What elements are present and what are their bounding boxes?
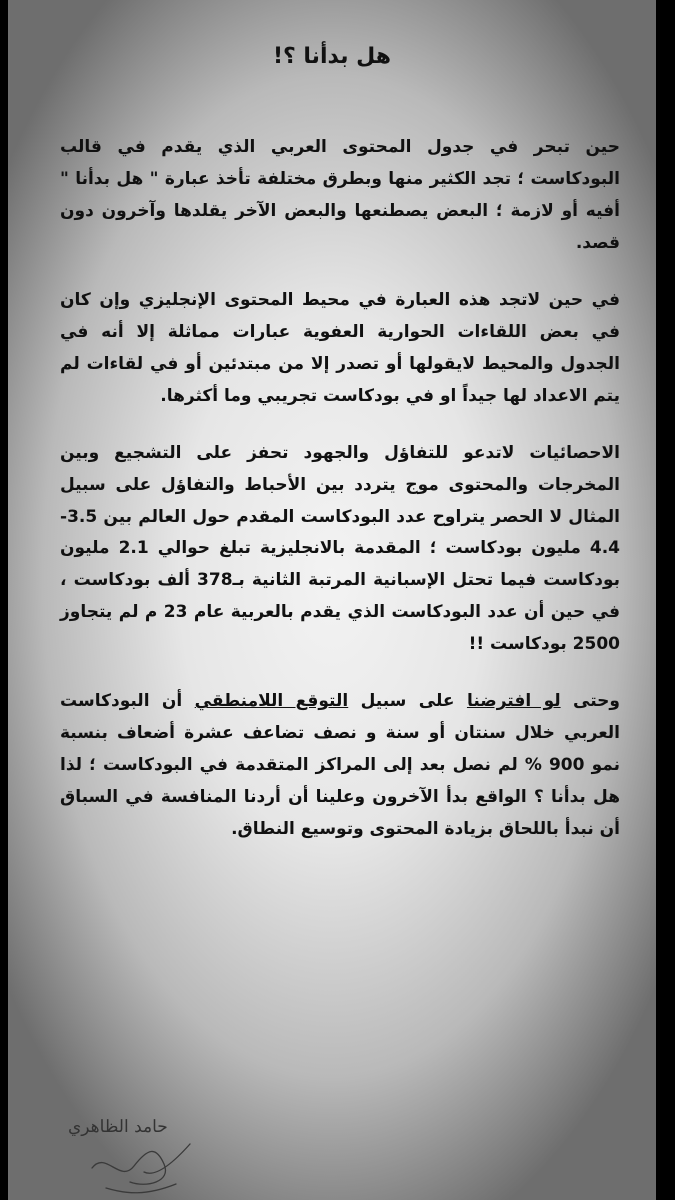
- document-title: هل بدأنا ؟!: [272, 44, 392, 69]
- paragraph-2: في حين لاتجد هذه العبارة في محيط المحتوى الإنجليزي وإن كان في بعض اللقاءات الحوارية العفوية عبارات مماثلة إلا أنه في الجدول والمحيط لايقولها أو تصدر إلا من مبتدئين أو في لقاءات لم يتم الاعداد لها جيداً او في بودكاست تجريبي وما أكثرها.: [60, 289, 620, 406]
- paragraph-4-before: وحتى: [560, 691, 620, 712]
- underlined-phrase-assume: لو افترضنا: [466, 691, 561, 712]
- document-page: [8, 0, 656, 1200]
- paragraph-4-after: أن البودكاست العربي خلال سنتان أو سنة و نصف تضاعف عشرة أضعاف بنسبة نمو 900 % لم نصل بعد إلى المراكز المتقدمة في البودكاست ؛ لذا هل بدأنا ؟ الواقع بدأ الآخرون وعلينا أن أردنا المنافسة في السباق أن نبدأ باللحاق بزيادة المحتوى وتوسيع النطاق.: [60, 691, 621, 840]
- author-signature: حامد الظاهري: [68, 1117, 168, 1137]
- left-border: [0, 0, 8, 1200]
- paragraph-3: الاحصائيات لاتدعو للتفاؤل والجهود تحفز على التشجيع وبين المخرجات والمحتوى موج يتردد بين الأحباط والتفاؤل على سبيل المثال لا الحصر يتراوح عدد البودكاست المقدم حول العالم بين 3.5-4.4 مليون بودكاست ؛ المقدمة بالانجليزية تبلغ حوالي 2.1 مليون بودكاست فيما تحتل الإسبانية المرتبة الثانية بـ378 ألف بودكاست ، في حين أن عدد البودكاست الذي يقدم بالعربية عام 23 م لم يتجاوز 2500 بودكاست !!: [60, 442, 620, 655]
- paragraph-4: [60, 686, 620, 846]
- paragraph-4-middle: على سبيل: [348, 691, 467, 712]
- underlined-phrase-illogical: التوقع اللامنطقي: [194, 691, 349, 712]
- document-body: [60, 132, 620, 871]
- paragraph-1: حين تبحر في جدول المحتوى العربي الذي يقدم في قالب البودكاست ؛ تجد الكثير منها وبطرق مختلفة تأخذ عبارة " هل بدأنا " أفيه أو لازمة ؛ البعض يصطنعها والبعض الآخر يقلدها وآخرون دون قصد.: [60, 137, 620, 253]
- right-border: [656, 0, 675, 1200]
- signature-scribble: [86, 1138, 196, 1200]
